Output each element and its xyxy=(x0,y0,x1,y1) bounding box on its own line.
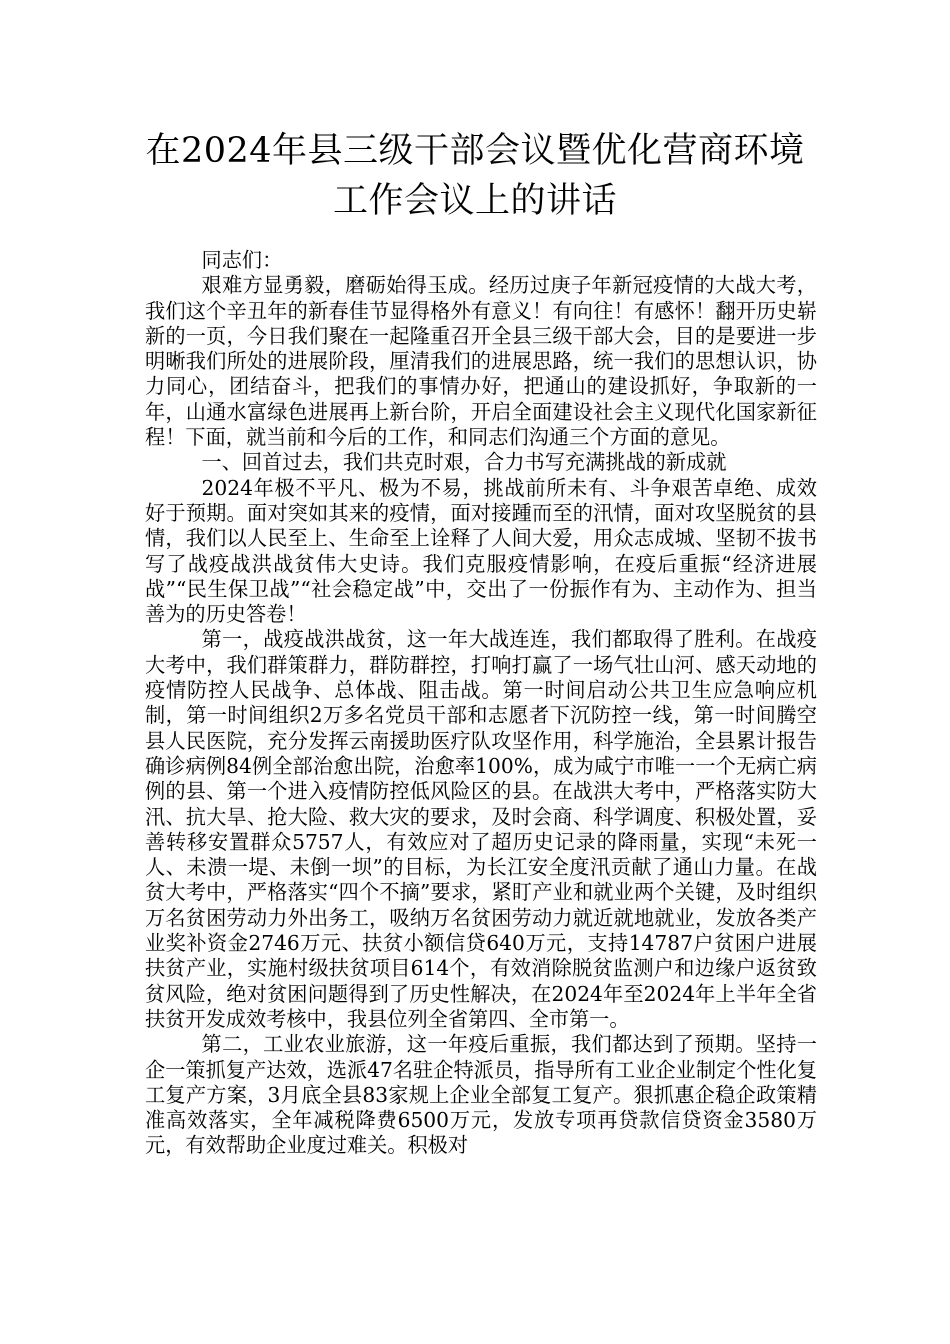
document-title xyxy=(120,126,830,226)
paragraph-first-point: 第一，战疫战洪战贫，这一年大战连连，我们都取得了胜利。在战疫大考中，我们群策群力，群防群控，打响打赢了一场气壮山河、感天动地的疫情防控人民战争、总体战、阻击战。第一时间启动公共卫生应急响应机制，第一时间组织2万多名党员干部和志愿者下沉防控一线，第一时间腾空县人民医院，充分发挥云南援助医疗队攻坚作用，科学施治，全县累计报告确诊病例84例全部治愈出院，治愈率100%，成为咸宁市唯一一个无病亡病例的县、第一个进入疫情防控低风险区的县。在战洪大考中，严格落实防大汛、抗大旱、抢大险、救大灾的要求，及时会商、科学调度、积极处置，妥善转移安置群众5757人，有效应对了超历史记录的降雨量，实现“未死一人、未溃一堤、未倒一坝”的目标，为长江安全度汛贡献了通山力量。在战贫大考中，严格落实“四个不摘”要求，紧盯产业和就业两个关键，及时组织万名贫困劳动力外出务工，吸纳万名贫困劳动力就近就地就业，发放各类产业奖补资金2746万元、扶贫小额信贷640万元，支持14787户贫困户进展扶贫产业，实施村级扶贫项目614个，有效消除脱贫监测户和边缘户返贫致贫风险，绝对贫困问题得到了历史性解决，在2024年至2024年上半年全省扶贫开发成效考核中，我县位列全省第四、全市第一。 xyxy=(145,627,817,1031)
paragraph-intro: 艰难方显勇毅，磨砺始得玉成。经历过庚子年新冠疫情的大战大考，我们这个辛丑年的新春佳节显得格外有意义！有向往！有感怀！翻开历史崭新的一页，今日我们聚在一起隆重召开全县三级干部大会，目的是要进一步明晰我们所处的进展阶段，厘清我们的进展思路，统一我们的思想认识，协力同心，团结奋斗，把我们的事情办好，把通山的建设抓好，争取新的一年，山通水富绿色进展再上新台阶，开启全面建设社会主义现代化国家新征程！下面，就当前和今后的工作，和同志们沟通三个方面的意见。 xyxy=(145,273,817,450)
salutation: 同志们： xyxy=(201,248,283,272)
section-heading-1: 一、回首过去，我们共克时艰，合力书写充满挑战的新成就 xyxy=(201,450,727,475)
paragraph-2024-overview: 2024年极不平凡、极为不易，挑战前所未有、斗争艰苦卓绝、成效好于预期。面对突如其来的疫情，面对接踵而至的汛情，面对攻坚脱贫的县情，我们以人民至上、生命至上诠释了人间大爱，用众志成城、坚韧不拔书写了战疫战洪战贫伟大史诗。我们克服疫情影响，在疫后重振“经济进展战”“民生保卫战”“社会稳定战”中，交出了一份振作有为、主动作为、担当善为的历史答卷！ xyxy=(145,475,817,627)
title-line-2: 工作会议上的讲话 xyxy=(332,181,617,221)
paragraph-second-point: 第二，工业农业旅游，这一年疫后重振，我们都达到了预期。坚持一企一策抓复产达效，选派47名驻企特派员，指导所有工业企业制定个性化复工复产方案，3月底全县83家规上企业全部复工复产。狠抓惠企稳企政策精准高效落实，全年减税降费6500万元，发放专项再贷款信贷资金3580万元，有效帮助企业度过难关。积极对 xyxy=(145,1032,817,1158)
document-body xyxy=(145,248,817,1159)
title-line-1: 在2024年县三级干部会议暨优化营商环境 xyxy=(145,131,805,171)
